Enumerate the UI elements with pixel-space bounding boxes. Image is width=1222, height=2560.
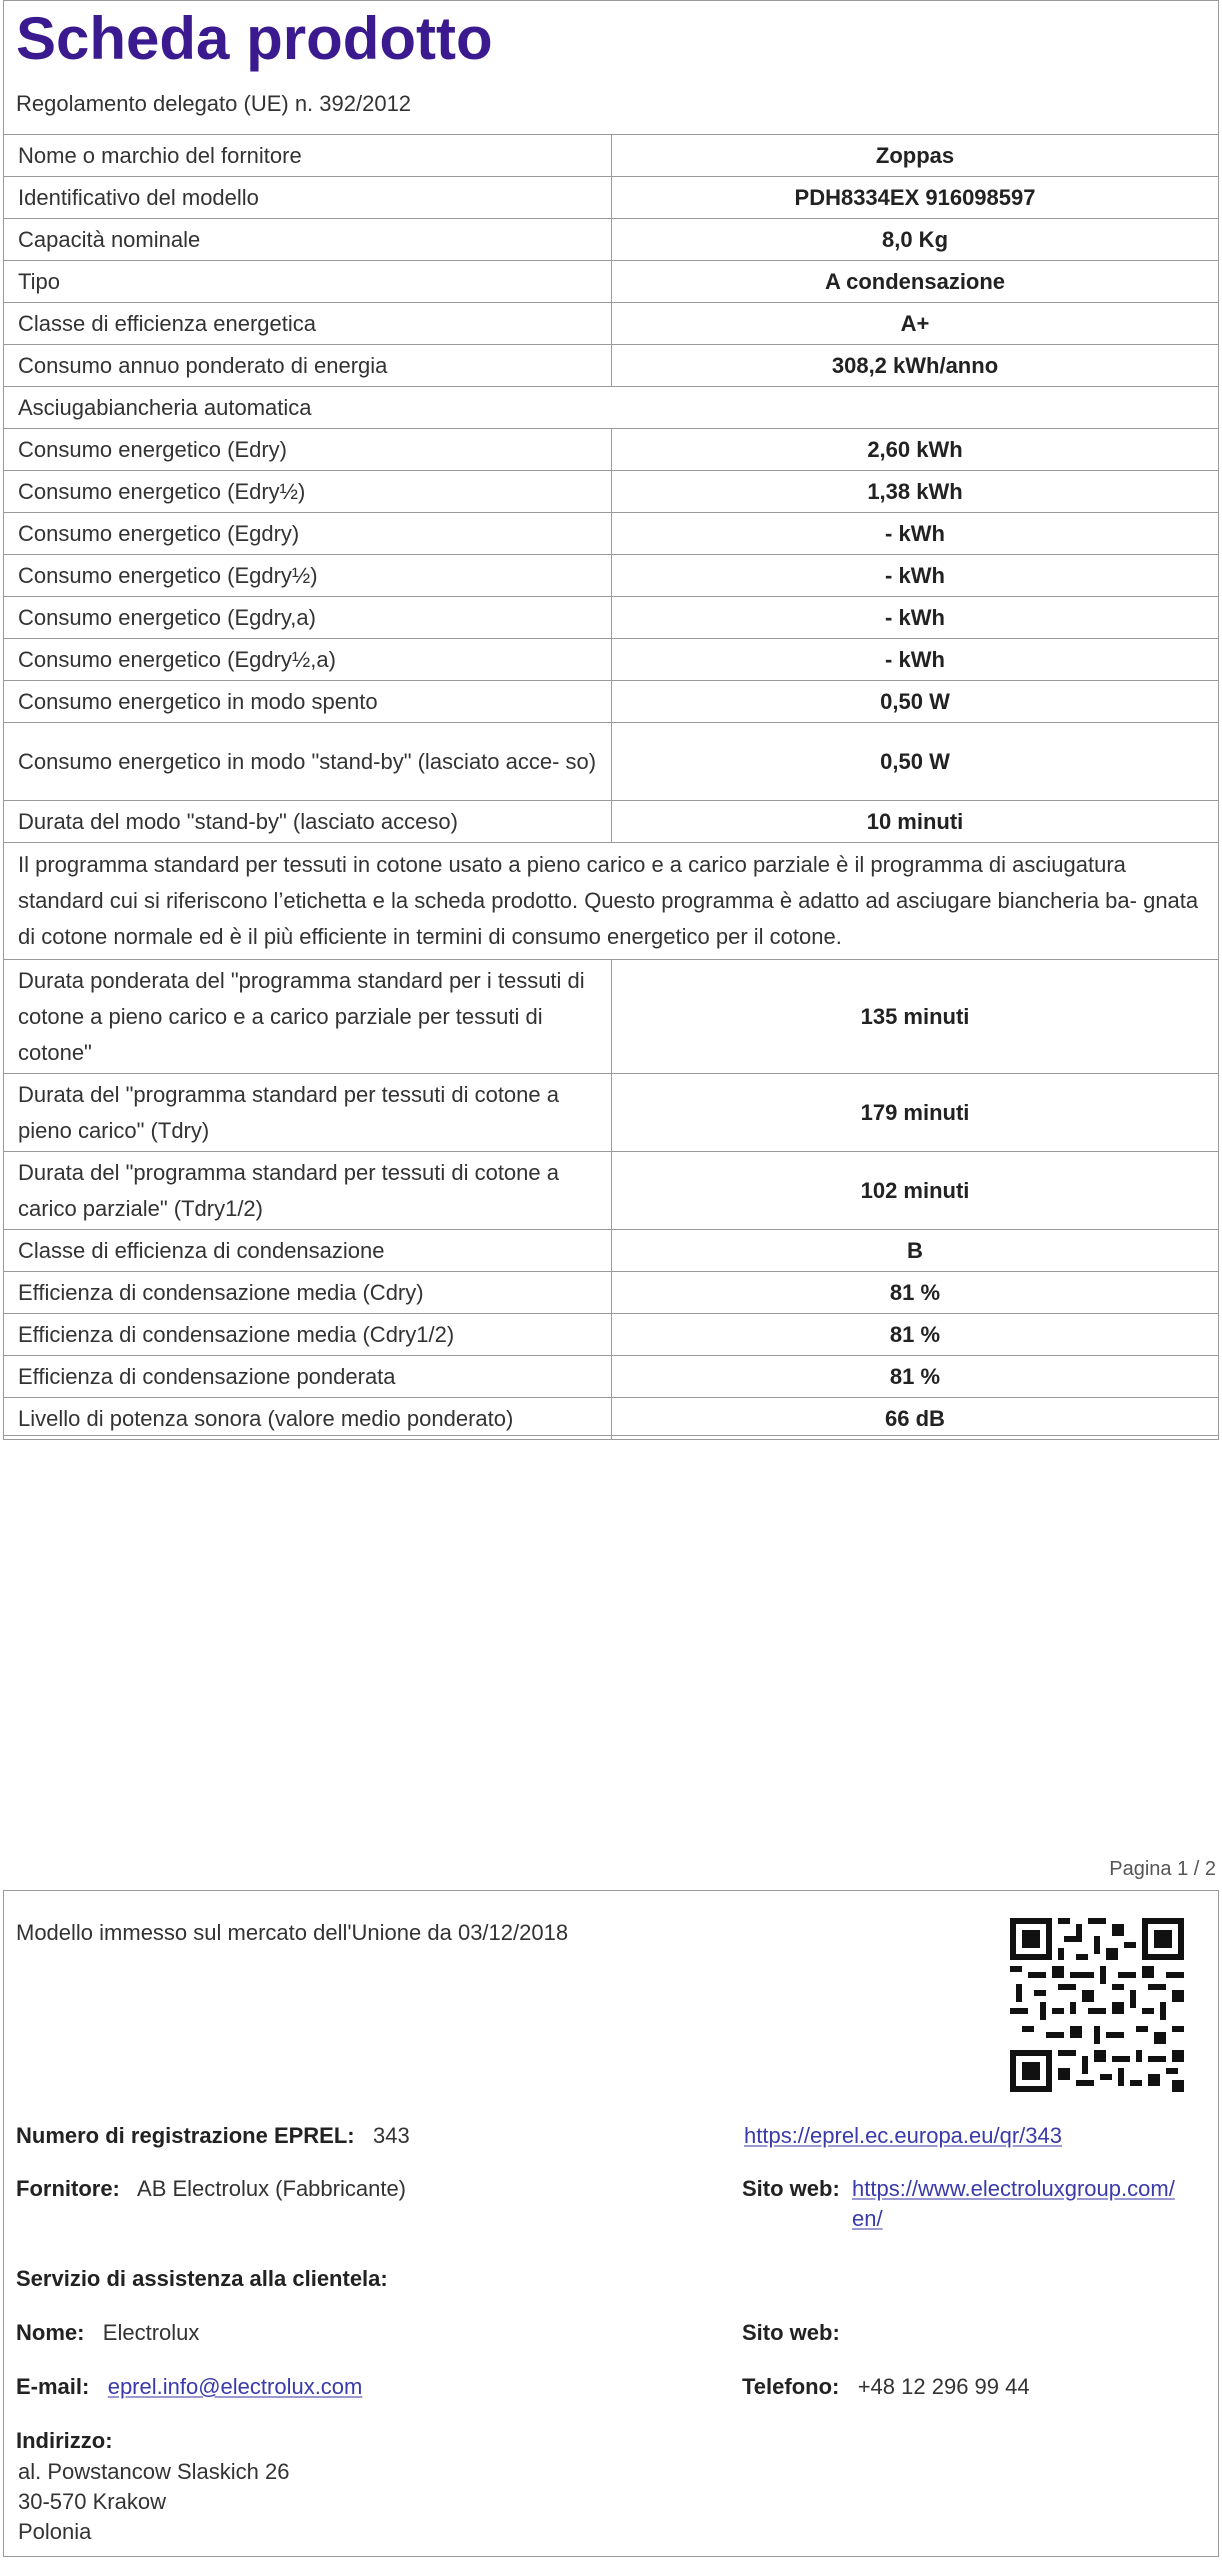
table-row [4,1356,1219,1398]
row-value: - kWh [612,513,1219,555]
row-label: Efficienza di condensazione ponderata [4,1356,612,1398]
table-row [4,1074,1219,1152]
address-line: Polonia [18,2519,92,2544]
website-url-line1[interactable]: https://www.electroluxgroup.com/ [852,2176,1175,2201]
row-value: - kWh [612,639,1219,681]
row-value: 179 minuti [612,1074,1219,1152]
table-row [4,639,1219,681]
row-label: Consumo energetico (Edry) [4,429,612,471]
table-row [4,801,1219,843]
row-value: A condensazione [612,261,1219,303]
email-row [16,2372,362,2402]
website-label: Sito web: [742,2176,840,2201]
email-link[interactable]: eprel.info@electrolux.com [107,2374,363,2399]
row-value: 81 % [612,1356,1219,1398]
table-row [4,1314,1219,1356]
address-line: 30-570 Krakow [18,2489,166,2514]
row-label: Identificativo del modello [4,177,612,219]
regulation-text: Regolamento delegato (UE) n. 392/2012 [16,91,412,116]
row-value: 81 % [612,1314,1219,1356]
website-url-line2[interactable]: en/ [852,2206,883,2231]
row-value: 8,0 Kg [612,219,1219,261]
row-label: Classe di efficienza di condensazione [4,1230,612,1272]
table-row [4,177,1219,219]
row-label: Durata del "programma standard per tessuti di cotone a carico parziale" (Tdry1/2) [4,1152,612,1230]
standard-program-note: Il programma standard per tessuti in cotone usato a pieno carico e a carico parziale è il programma di asciugatura standard cui si riferiscono l’etichetta e la scheda prodotto. Questo programma è adatto ad asciugare biancheria ba- gnata di cotone normale ed è il più efficiente in termini di consumo energetico per il cotone. [4,843,1219,960]
row-label: Consumo energetico (Egdry½) [4,555,612,597]
row-value: B [612,1230,1219,1272]
row-label: Consumo energetico (Edry½) [4,471,612,513]
spec-table [3,134,1219,1440]
row-label: Consumo annuo ponderato di energia [4,345,612,387]
table-row [4,135,1219,177]
phone-value: +48 12 296 99 44 [857,2374,1030,2399]
row-label: Durata del "programma standard per tessuti di cotone a pieno carico" (Tdry) [4,1074,612,1152]
table-row [4,513,1219,555]
table-row [4,261,1219,303]
address-label: Indirizzo: [16,2428,113,2453]
service-name-row [16,2318,199,2348]
website-row [742,2174,840,2204]
website-link[interactable] [852,2174,1212,2234]
row-value: PDH8334EX 916098597 [612,177,1219,219]
row-value: - kWh [612,597,1219,639]
row-label: Consumo energetico in modo spento [4,681,612,723]
row-label: Consumo energetico (Egdry,a) [4,597,612,639]
table-row [4,555,1219,597]
table-row [4,387,1219,429]
row-label: Efficienza di condensazione media (Cdry1/2) [4,1314,612,1356]
row-label: Capacità nominale [4,219,612,261]
phone-label: Telefono: [742,2374,840,2399]
row-label: Consumo energetico (Egdry½,a) [4,639,612,681]
supplier-label: Fornitore: [16,2176,120,2201]
row-value: 0,50 W [612,681,1219,723]
row-value: A+ [612,303,1219,345]
email-label: E-mail: [16,2374,90,2399]
row-label: Livello di potenza sonora (valore medio ponderato) [4,1398,612,1440]
eprel-link[interactable]: https://eprel.ec.europa.eu/qr/343 [744,2123,1062,2148]
page-number: Pagina 1 / 2 [1109,1858,1216,1880]
row-label: Nome o marchio del fornitore [4,135,612,177]
row-value: - kWh [612,555,1219,597]
table-row [4,219,1219,261]
row-value: 308,2 kWh/anno [612,345,1219,387]
table-row [4,1398,1219,1440]
qr-code-icon [1010,1918,1184,2092]
eprel-value: 343 [372,2123,410,2148]
row-label: Consumo energetico in modo "stand-by" (lasciato acce- so) [4,723,612,801]
table-row [4,1152,1219,1230]
address-line: al. Powstancow Slaskich 26 [18,2459,290,2484]
row-value: 1,38 kWh [612,471,1219,513]
customer-service-heading: Servizio di assistenza alla clientela: [16,2266,388,2291]
row-value: 10 minuti [612,801,1219,843]
row-value: 81 % [612,1272,1219,1314]
market-date-text: Modello immesso sul mercato dell'Unione da 03/12/2018 [16,1920,569,1945]
table-row [4,471,1219,513]
row-value: 102 minuti [612,1152,1219,1230]
table-row [4,303,1219,345]
page-title: Scheda prodotto [16,5,493,72]
row-value: 2,60 kWh [612,429,1219,471]
row-value: Zoppas [612,135,1219,177]
row-label: Classe di efficienza energetica [4,303,612,345]
row-label: Durata del modo "stand-by" (lasciato acceso) [4,801,612,843]
table-row [4,723,1219,801]
name-label: Nome: [16,2320,85,2345]
row-value: 135 minuti [612,960,1219,1074]
supplier-value: AB Electrolux (Fabbricante) [137,2176,407,2201]
table-row [4,681,1219,723]
table-row [4,843,1219,960]
table-row [4,429,1219,471]
supplier-row [16,2174,406,2204]
service-website-label: Sito web: [742,2320,840,2345]
table-row [4,597,1219,639]
phone-row [742,2372,1030,2402]
row-label: Tipo [4,261,612,303]
table-row [4,1272,1219,1314]
row-value: 66 dB [612,1398,1219,1440]
eprel-label: Numero di registrazione EPREL: [16,2123,355,2148]
row-label: Asciugabiancheria automatica [4,387,1219,429]
row-label: Consumo energetico (Egdry) [4,513,612,555]
name-value: Electrolux [102,2320,200,2345]
row-label: Efficienza di condensazione media (Cdry) [4,1272,612,1314]
table-row [4,345,1219,387]
row-label: Durata ponderata del "programma standard per i tessuti di cotone a pieno carico e a carico parziale per tessuti di cotone" [4,960,612,1074]
eprel-row [16,2121,410,2151]
table-row [4,960,1219,1074]
row-value: 0,50 W [612,723,1219,801]
table-row [4,1230,1219,1272]
